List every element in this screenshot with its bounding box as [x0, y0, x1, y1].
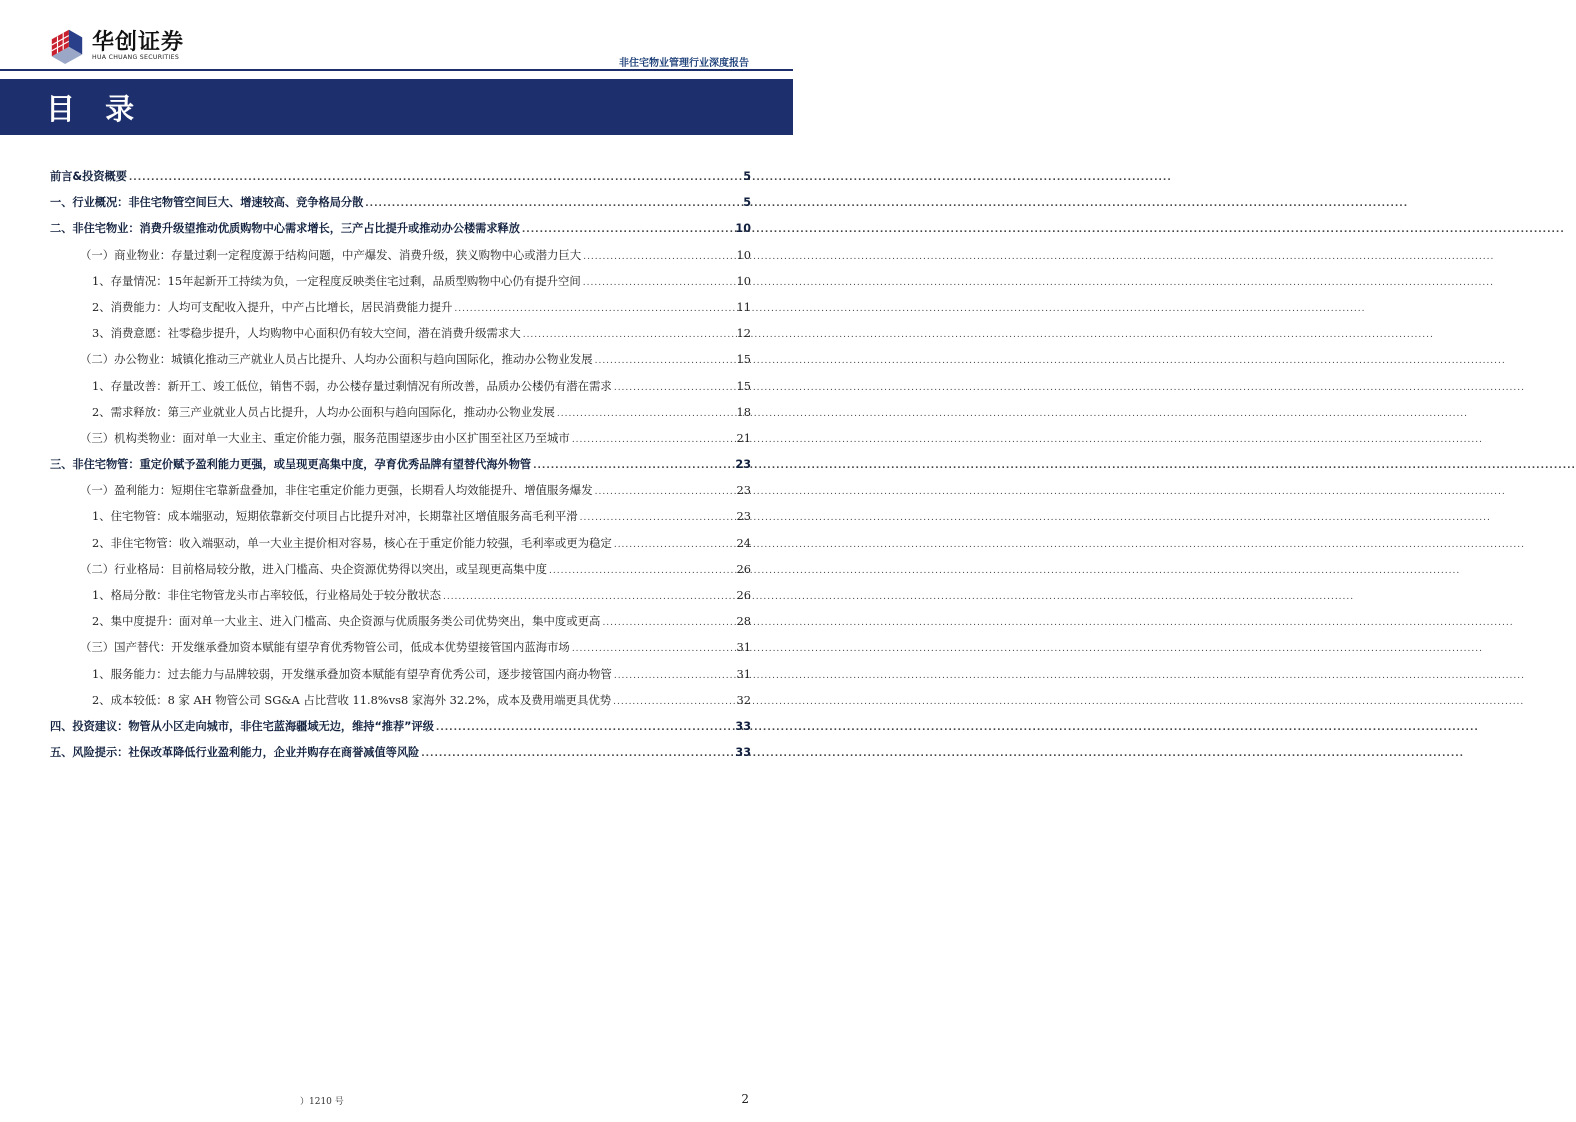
- header-divider: [0, 69, 793, 71]
- toc-entry-page: 26: [736, 561, 751, 576]
- table-of-contents: [50, 168, 751, 770]
- toc-entry[interactable]: [50, 718, 751, 744]
- toc-entry-page: 32: [736, 692, 751, 707]
- toc-leader-dots: [595, 356, 735, 366]
- section-title: 目 录: [46, 92, 145, 126]
- toc-entry-title: 二、非住宅物业：消费升级望推动优质购物中心需求增长，三产占比提升或推动办公楼需求释放: [50, 222, 520, 236]
- toc-entry[interactable]: [50, 168, 751, 194]
- logo-chinese-name: 华创证券: [92, 30, 185, 55]
- toc-entry[interactable]: [50, 692, 751, 718]
- toc-entry-page: 5: [743, 196, 751, 210]
- logo-english-name: HUA CHUANG SECURITIES: [92, 54, 180, 61]
- report-title: 非住宅物业管理行业深度报告: [619, 58, 749, 69]
- toc-entry-title: 1、存量改善：新开工、竣工低位，销售不弱，办公楼存量过剩情况有所改善，品质办公楼仍有潜在需求: [92, 378, 612, 393]
- toc-entry-page: 18: [736, 404, 751, 419]
- toc-entry[interactable]: [50, 299, 751, 325]
- toc-entry-page: 28: [736, 614, 751, 629]
- toc-leader-dots: [583, 252, 734, 262]
- toc-entry[interactable]: [50, 404, 751, 430]
- toc-entry-title: 五、风险提示：社保改革降低行业盈利能力，企业并购存在商誉减值等风险: [50, 746, 420, 760]
- toc-entry[interactable]: [50, 220, 751, 246]
- toc-entry[interactable]: [50, 430, 751, 456]
- toc-entry-title: 2、需求释放：第三产业就业人员占比提升，人均办公面积与趋向国际化，推动办公物业发展: [92, 404, 555, 419]
- toc-entry[interactable]: [50, 482, 751, 508]
- toc-leader-dots: [436, 723, 734, 733]
- toc-entry-title: （二）行业格局：目前格局较分散，进入门槛高、央企资源优势得以突出，或呈现更高集中度: [80, 561, 548, 576]
- toc-entry-title: 2、集中度提升：面对单一大业主、进入门槛高、央企资源与优质服务类公司优势突出，集中度或更高: [92, 614, 601, 629]
- toc-entry-page: 15: [736, 352, 751, 367]
- toc-leader-dots: [613, 697, 734, 707]
- toc-leader-dots: [533, 461, 733, 471]
- toc-entry-page: 31: [736, 640, 751, 655]
- toc-entry-page: 23: [735, 458, 751, 472]
- toc-leader-dots: [421, 749, 733, 759]
- toc-entry[interactable]: [50, 273, 751, 299]
- toc-entry-page: 5: [743, 170, 751, 183]
- toc-entry-title: 1、格局分散：非住宅物管龙头市占率较低，行业格局处于较分散状态: [92, 588, 441, 602]
- toc-entry[interactable]: [50, 561, 751, 587]
- toc-entry[interactable]: [50, 587, 751, 613]
- toc-entry-title: 1、服务能力：过去能力与品牌较弱，开发继承叠加资本赋能有望孕育优秀公司，逐步接管国内商办物管: [92, 666, 612, 681]
- toc-entry-page: 15: [736, 378, 751, 393]
- toc-leader-dots: [602, 618, 734, 628]
- section-title-band: [0, 79, 793, 135]
- toc-entry-title: （一）盈利能力：短期住宅靠新盘叠加，非住宅重定价能力更强，长期看人均效能提升、增值服务爆发: [80, 483, 593, 498]
- logo-mark-icon: [48, 26, 86, 64]
- toc-leader-dots: [614, 671, 735, 681]
- toc-entry-title: （三）机构类物业：面对单一大业主、重定价能力强，服务范围望逐步由小区扩围至社区乃至城市: [80, 430, 570, 445]
- toc-leader-dots: [572, 644, 735, 654]
- toc-leader-dots: [614, 540, 735, 550]
- toc-entry[interactable]: [50, 508, 751, 534]
- toc-leader-dots: [572, 435, 735, 445]
- page-number: 2: [741, 1092, 749, 1106]
- toc-entry-page: 21: [736, 430, 751, 445]
- toc-entry[interactable]: [50, 325, 751, 351]
- toc-entry-title: （三）国产替代：开发继承叠加资本赋能有望孕育优秀物管公司，低成本优势望接管国内蓝海市场: [80, 640, 570, 655]
- toc-entry-page: 26: [736, 588, 751, 602]
- toc-entry-title: 一、行业概况：非住宅物管空间巨大、增速较高、竞争格局分散: [50, 196, 364, 210]
- toc-leader-dots: [583, 278, 735, 288]
- toc-entry[interactable]: [50, 639, 751, 665]
- toc-entry-page: 24: [736, 535, 751, 550]
- toc-entry[interactable]: [50, 744, 751, 770]
- toc-leader-dots: [522, 225, 734, 235]
- footer-fragment: ）1210 号: [300, 1097, 344, 1107]
- company-logo: [48, 24, 208, 68]
- toc-entry-page: 12: [736, 326, 751, 341]
- toc-entry[interactable]: [50, 194, 751, 220]
- toc-entry-page: 23: [736, 509, 751, 524]
- toc-entry-title: 四、投资建议：物管从小区走向城市，非住宅蓝海疆域无边，维持“推荐”评级: [50, 719, 434, 733]
- toc-leader-dots: [129, 173, 741, 183]
- toc-entry-title: （二）办公物业：城镇化推动三产就业人员占比提升、人均办公面积与趋向国际化，推动办公物业发展: [80, 352, 593, 367]
- toc-entry-page: 23: [736, 483, 751, 498]
- toc-entry-title: 3、消费意愿：社零稳步提升，人均购物中心面积仍有较大空间，潜在消费升级需求大: [92, 326, 521, 341]
- toc-leader-dots: [365, 199, 741, 209]
- toc-leader-dots: [557, 409, 735, 419]
- toc-leader-dots: [549, 566, 734, 576]
- toc-entry-page: 10: [735, 222, 751, 236]
- toc-leader-dots: [443, 592, 735, 602]
- toc-entry[interactable]: [50, 247, 751, 273]
- toc-entry-title: 2、非住宅物管：收入端驱动，单一大业主提价相对容易，核心在于重定价能力较强，毛利率或更为稳定: [92, 535, 612, 550]
- toc-entry[interactable]: [50, 535, 751, 561]
- toc-entry-page: 33: [735, 746, 751, 760]
- toc-entry-title: 2、成本较低：8 家 AH 物管公司 SG&A 占比营收 11.8%vs8 家海外 32.2%，成本及费用端更具优势: [92, 692, 612, 707]
- toc-leader-dots: [454, 304, 734, 314]
- toc-entry-title: 前言&投资概要: [50, 170, 127, 183]
- toc-entry[interactable]: [50, 378, 751, 404]
- toc-leader-dots: [614, 383, 735, 393]
- toc-entry-title: 三、非住宅物管：重定价赋予盈利能力更强，或呈现更高集中度，孕育优秀品牌有望替代海外物管: [50, 458, 532, 472]
- toc-leader-dots: [580, 513, 735, 523]
- toc-entry-title: 2、消费能力：人均可支配收入提升，中产占比增长，居民消费能力提升: [92, 299, 453, 314]
- toc-entry-page: 11: [736, 299, 751, 314]
- toc-entry[interactable]: [50, 456, 751, 482]
- toc-entry-title: （一）商业物业：存量过剩一定程度源于结构问题，中产爆发、消费升级，狭义购物中心或潜力巨大: [80, 247, 582, 262]
- toc-entry[interactable]: [50, 666, 751, 692]
- toc-leader-dots: [595, 487, 735, 497]
- toc-entry-title: 1、住宅物管：成本端驱动，短期依靠新交付项目占比提升对冲，长期靠社区增值服务高毛利平滑: [92, 509, 578, 524]
- toc-entry-page: 33: [735, 719, 751, 733]
- toc-entry[interactable]: [50, 351, 751, 377]
- toc-entry-title: 1、存量情况：15年起新开工持续为负，一定程度反映类住宅过剩，品质型购物中心仍有提升空间: [92, 273, 581, 288]
- toc-entry-page: 10: [736, 273, 751, 288]
- toc-entry-page: 31: [736, 666, 751, 681]
- toc-entry-page: 10: [736, 247, 751, 262]
- toc-entry[interactable]: [50, 613, 751, 639]
- toc-leader-dots: [523, 330, 735, 340]
